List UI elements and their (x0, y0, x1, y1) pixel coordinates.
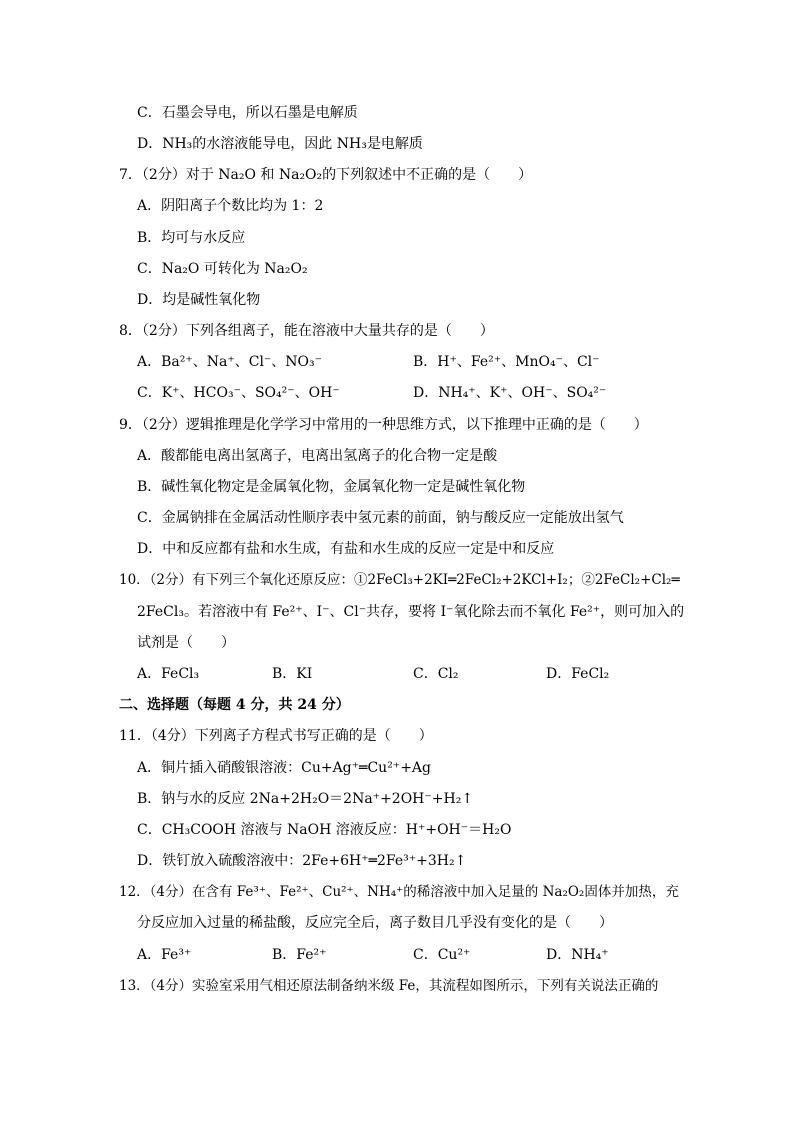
q10-option-b: B．KI (272, 666, 313, 682)
q9-option-b: B．碱性氧化物定是金属氧化物，金属氧化物一定是碱性氧化物 (137, 479, 526, 495)
q10-option-d: D．FeCl₂ (546, 666, 610, 682)
q8-option-a: A．Ba²⁺、Na⁺、Cl⁻、NO₃⁻ (137, 354, 323, 370)
question-10-stem-line2: 2FeCl₃。若溶液中有 Fe²⁺、I⁻、Cl⁻共存，要将 I⁻氧化除去而不氧化 Fe²⁺，则可加入的 (137, 604, 685, 620)
question-12-stem-line2: 分反应加入过量的稀盐酸，反应完全后，离子数目几乎没有变化的是（ ） (137, 915, 613, 931)
q9-option-d: D．中和反应都有盐和水生成，有盐和水生成的反应一定是中和反应 (137, 541, 555, 557)
q12-option-d: D．NH₄⁺ (546, 947, 609, 963)
q12-option-a: A．Fe³⁺ (137, 947, 192, 963)
q6-option-c: C．石墨会导电，所以石墨是电解质 (137, 105, 358, 121)
q10-option-a: A．FeCl₃ (137, 666, 200, 682)
q7-option-b: B．均可与水反应 (137, 230, 246, 246)
question-8-stem: 8．（2分）下列各组离子，能在溶液中大量共存的是（ ） (119, 323, 494, 339)
question-12-stem-line1: 12．（4分）在含有 Fe³⁺、Fe²⁺、Cu²⁺、NH₄⁺的稀溶液中加入足量的 Na₂O₂固体并加热，充 (119, 884, 679, 900)
q7-option-c: C．Na₂O 可转化为 Na₂O₂ (137, 261, 308, 277)
q11-option-d: D．铁钉放入硫酸溶液中：2Fe+6H⁺═2Fe³⁺+3H₂↑ (137, 853, 467, 869)
question-10-stem-line3: 试剂是（ ） (137, 635, 235, 651)
q7-option-d: D．均是碱性氧化物 (137, 292, 261, 308)
q8-option-c: C．K⁺、HCO₃⁻、SO₄²⁻、OH⁻ (137, 385, 340, 401)
q6-option-d: D．NH₃的水溶液能导电，因此 NH₃是电解质 (137, 136, 423, 152)
q12-option-b: B．Fe²⁺ (272, 947, 327, 963)
question-10-stem-line1: 10．（2分）有下列三个氧化还原反应：①2FeCl₃+2KI═2FeCl₂+2KCl+I₂；②2FeCl₂+Cl₂═ (119, 572, 680, 588)
q9-option-c: C．金属钠排在金属活动性顺序表中氢元素的前面，钠与酸反应一定能放出氢气 (137, 510, 624, 526)
q8-option-b: B．H⁺、Fe²⁺、MnO₄⁻、Cl⁻ (413, 354, 600, 370)
section-2-heading: 二、选择题（每题 4 分，共 24 分） (119, 697, 350, 713)
q11-option-b: B．钠与水的反应 2Na+2H₂O＝2Na⁺+2OH⁻+H₂↑ (137, 791, 474, 807)
question-7-stem: 7．（2分）对于 Na₂O 和 Na₂O₂的下列叙述中不正确的是（ ） (119, 167, 533, 183)
q11-option-c: C．CH₃COOH 溶液与 NaOH 溶液反应：H⁺+OH⁻＝H₂O (137, 822, 512, 838)
q8-option-d: D．NH₄⁺、K⁺、OH⁻、SO₄²⁻ (413, 385, 607, 401)
q11-option-a: A．铜片插入硝酸银溶液：Cu+Ag⁺═Cu²⁺+Ag (137, 760, 431, 776)
q7-option-a: A．阴阳离子个数比均为 1：2 (137, 198, 324, 214)
q10-option-c: C．Cl₂ (413, 666, 459, 682)
q12-option-c: C．Cu²⁺ (413, 947, 471, 963)
question-13-stem-line1: 13．（4分）实验室采用气相还原法制备纳米级 Fe，其流程如图所示，下列有关说法正确的 (119, 978, 659, 994)
question-9-stem: 9．（2分）逻辑推理是化学学习中常用的一种思维方式，以下推理中正确的是（ ） (119, 417, 648, 433)
question-11-stem: 11．（4分）下列离子方程式书写正确的是（ ） (119, 728, 433, 744)
q9-option-a: A．酸都能电离出氢离子，电离出氢离子的化合物一定是酸 (137, 448, 498, 464)
